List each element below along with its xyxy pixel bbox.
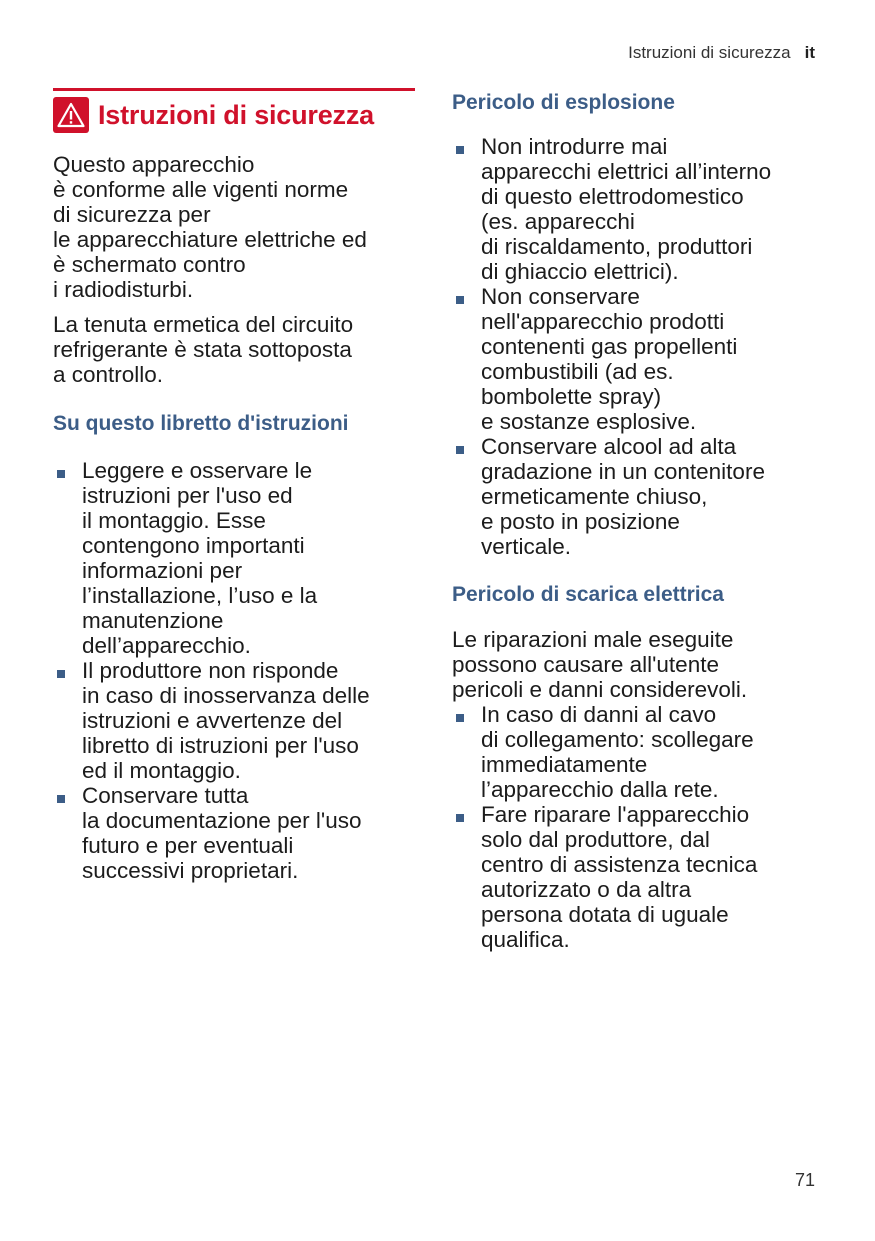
left-column bbox=[53, 88, 418, 883]
bullet-item-line: qualifica. bbox=[481, 927, 570, 952]
bullet-item-line: l’apparecchio dalla rete. bbox=[481, 777, 719, 802]
bullet-item-line: autorizzato o da altra bbox=[481, 877, 692, 902]
bullet-item bbox=[452, 702, 822, 802]
bullet-item-line: il montaggio. Esse bbox=[82, 508, 266, 533]
bullet-item bbox=[452, 284, 822, 434]
bullet-item-line: immediatamente bbox=[481, 752, 648, 777]
page-number: 71 bbox=[794, 1170, 815, 1190]
manual-bullet-list bbox=[53, 458, 418, 883]
bullet-item-line: di questo elettrodomestico bbox=[481, 184, 744, 209]
electric-section-heading: Pericolo di scarica elettrica bbox=[452, 583, 724, 606]
bullet-item-line: di riscaldamento, produttori bbox=[481, 234, 753, 259]
bullet-item-line: di collegamento: scollegare bbox=[481, 727, 754, 752]
bullet-item-line: dell’apparecchio. bbox=[82, 633, 251, 658]
bullet-item-line: libretto di istruzioni per l'uso bbox=[82, 733, 359, 758]
bullet-item-line: verticale. bbox=[481, 534, 572, 559]
bullet-item bbox=[452, 134, 822, 284]
right-column bbox=[452, 88, 822, 952]
bullet-item-line: Non introdurre mai bbox=[481, 134, 668, 159]
intro-paragraph bbox=[53, 152, 418, 302]
bullet-item-line: Fare riparare l'apparecchio bbox=[481, 802, 750, 827]
bullet-item-line: ermeticamente chiuso, bbox=[481, 484, 708, 509]
seal-paragraph bbox=[53, 312, 418, 387]
paragraph-line: La tenuta ermetica del circuito bbox=[53, 312, 354, 337]
electric-bullet-list bbox=[452, 702, 822, 952]
bullet-item bbox=[452, 802, 822, 952]
bullet-item-line: di ghiaccio elettrici). bbox=[481, 259, 679, 284]
bullet-item-line: istruzioni per l'uso ed bbox=[82, 483, 293, 508]
bullet-item-line: nell'apparecchio prodotti bbox=[481, 309, 725, 334]
bullet-item-line: (es. apparecchi bbox=[481, 209, 635, 234]
header-section-title: Istruzioni di sicurezza bbox=[628, 43, 791, 62]
paragraph-line: Questo apparecchio bbox=[53, 152, 255, 177]
bullet-item-line: contengono importanti bbox=[82, 533, 305, 558]
bullet-item bbox=[53, 458, 418, 658]
bullet-item-line: contenenti gas propellenti bbox=[481, 334, 738, 359]
bullet-item bbox=[452, 434, 822, 559]
bullet-item-line: successivi proprietari. bbox=[82, 858, 299, 883]
explosion-section-heading: Pericolo di esplosione bbox=[452, 91, 675, 114]
paragraph-line: possono causare all'utente bbox=[452, 652, 719, 677]
bullet-item-line: e posto in posizione bbox=[481, 509, 680, 534]
paragraph-line: di sicurezza per bbox=[53, 202, 211, 227]
running-header bbox=[628, 43, 815, 63]
bullet-item-line: Non conservare bbox=[481, 284, 640, 309]
bullet-item-line: e sostanze esplosive. bbox=[481, 409, 697, 434]
bullet-item bbox=[53, 783, 418, 883]
electric-intro-paragraph bbox=[452, 627, 822, 702]
bullet-item-line: ed il montaggio. bbox=[82, 758, 241, 783]
bullet-item-line: persona dotata di uguale bbox=[481, 902, 729, 927]
paragraph-line: pericoli e danni considerevoli. bbox=[452, 677, 748, 702]
bullet-item-line: combustibili (ad es. bbox=[481, 359, 674, 384]
warning-triangle-icon bbox=[53, 97, 89, 133]
bullet-item-line: apparecchi elettrici all’interno bbox=[481, 159, 772, 184]
paragraph-line: i radiodisturbi. bbox=[53, 277, 194, 302]
bullet-item-line: Conservare tutta bbox=[82, 783, 249, 808]
header-language-code: it bbox=[804, 43, 815, 62]
paragraph-line: Le riparazioni male eseguite bbox=[452, 627, 734, 652]
paragraph-line: a controllo. bbox=[53, 362, 164, 387]
paragraph-line: è schermato contro bbox=[53, 252, 246, 277]
paragraph-line: è conforme alle vigenti norme bbox=[53, 177, 349, 202]
bullet-item-line: istruzioni e avvertenze del bbox=[82, 708, 343, 733]
safety-heading bbox=[53, 88, 415, 133]
bullet-item-line: Conservare alcool ad alta bbox=[481, 434, 737, 459]
bullet-item-line: gradazione in un contenitore bbox=[481, 459, 765, 484]
bullet-item-line: bombolette spray) bbox=[481, 384, 662, 409]
paragraph-line: refrigerante è stata sottoposta bbox=[53, 337, 352, 362]
bullet-item-line: futuro e per eventuali bbox=[82, 833, 294, 858]
bullet-item-line: manutenzione bbox=[82, 608, 224, 633]
bullet-item-line: Leggere e osservare le bbox=[82, 458, 313, 483]
page-title: Istruzioni di sicurezza bbox=[98, 99, 374, 130]
bullet-item-line: Il produttore non risponde bbox=[82, 658, 339, 683]
bullet-item-line: centro di assistenza tecnica bbox=[481, 852, 758, 877]
manual-section-heading: Su questo libretto d'istruzioni bbox=[53, 412, 349, 435]
bullet-item bbox=[53, 658, 418, 783]
bullet-item-line: informazioni per bbox=[82, 558, 243, 583]
bullet-item-line: In caso di danni al cavo bbox=[481, 702, 717, 727]
bullet-item-line: la documentazione per l'uso bbox=[82, 808, 362, 833]
bullet-item-line: in caso di inosservanza delle bbox=[82, 683, 370, 708]
paragraph-line: le apparecchiature elettriche ed bbox=[53, 227, 367, 252]
bullet-item-line: solo dal produttore, dal bbox=[481, 827, 710, 852]
bullet-item-line: l’installazione, l’uso e la bbox=[82, 583, 318, 608]
explosion-bullet-list bbox=[452, 134, 822, 559]
